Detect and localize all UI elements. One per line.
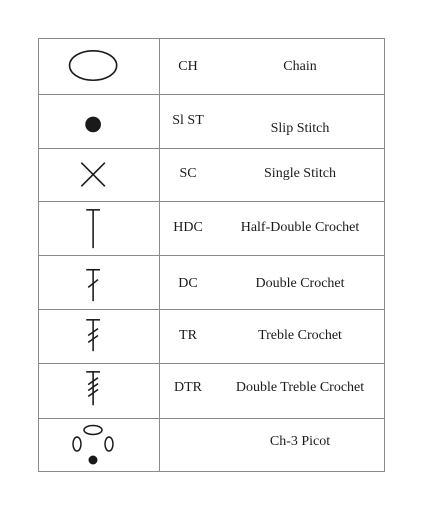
stitch-abbreviation: SC: [179, 166, 197, 181]
stitch-name: Double Crochet: [255, 276, 345, 291]
t-bar-two-slash-icon: [39, 310, 159, 363]
symbol-cell: [39, 364, 160, 418]
crochet-symbol-table: [38, 38, 385, 472]
oval-chain-icon: [39, 39, 159, 94]
t-bar-three-slash-icon: [39, 364, 159, 418]
stitch-name: Half-Double Crochet: [240, 220, 360, 235]
table-row-ch3-picot: [39, 419, 384, 471]
t-bar-one-slash-icon: [39, 256, 159, 309]
stitch-abbreviation: TR: [179, 328, 197, 343]
stitch-abbreviation: DTR: [174, 380, 202, 395]
table-row-double-crochet: [39, 256, 384, 310]
symbol-cell: [39, 202, 160, 255]
x-cross-icon: [39, 149, 159, 201]
table-row-double-treble-crochet: [39, 364, 384, 419]
table-row-half-double-crochet: [39, 202, 384, 256]
stitch-name: Single Stitch: [264, 166, 336, 181]
symbol-cell: [39, 310, 160, 363]
symbol-cell: [39, 419, 160, 471]
symbol-cell: [39, 39, 160, 94]
filled-dot-icon: [39, 95, 159, 148]
symbol-cell: [39, 95, 160, 148]
stitch-name: Ch-3 Picot: [269, 434, 331, 449]
stitch-name: Slip Stitch: [270, 121, 330, 136]
table-row-treble-crochet: [39, 310, 384, 364]
stitch-abbreviation: CH: [178, 59, 198, 74]
stitch-name: Double Treble Crochet: [235, 380, 365, 395]
table-row-single-stitch: [39, 149, 384, 202]
table-row-slip-stitch: [39, 95, 384, 149]
picot-icon: [39, 419, 159, 471]
stitch-name: Treble Crochet: [258, 328, 342, 343]
table-row-chain: [39, 39, 384, 95]
stitch-abbreviation: DC: [178, 276, 198, 291]
stitch-abbreviation: HDC: [173, 220, 203, 235]
t-bar-icon: [39, 202, 159, 255]
stitch-abbreviation: Sl ST: [172, 113, 204, 128]
symbol-cell: [39, 256, 160, 309]
symbol-cell: [39, 149, 160, 201]
stitch-name: Chain: [283, 59, 317, 74]
